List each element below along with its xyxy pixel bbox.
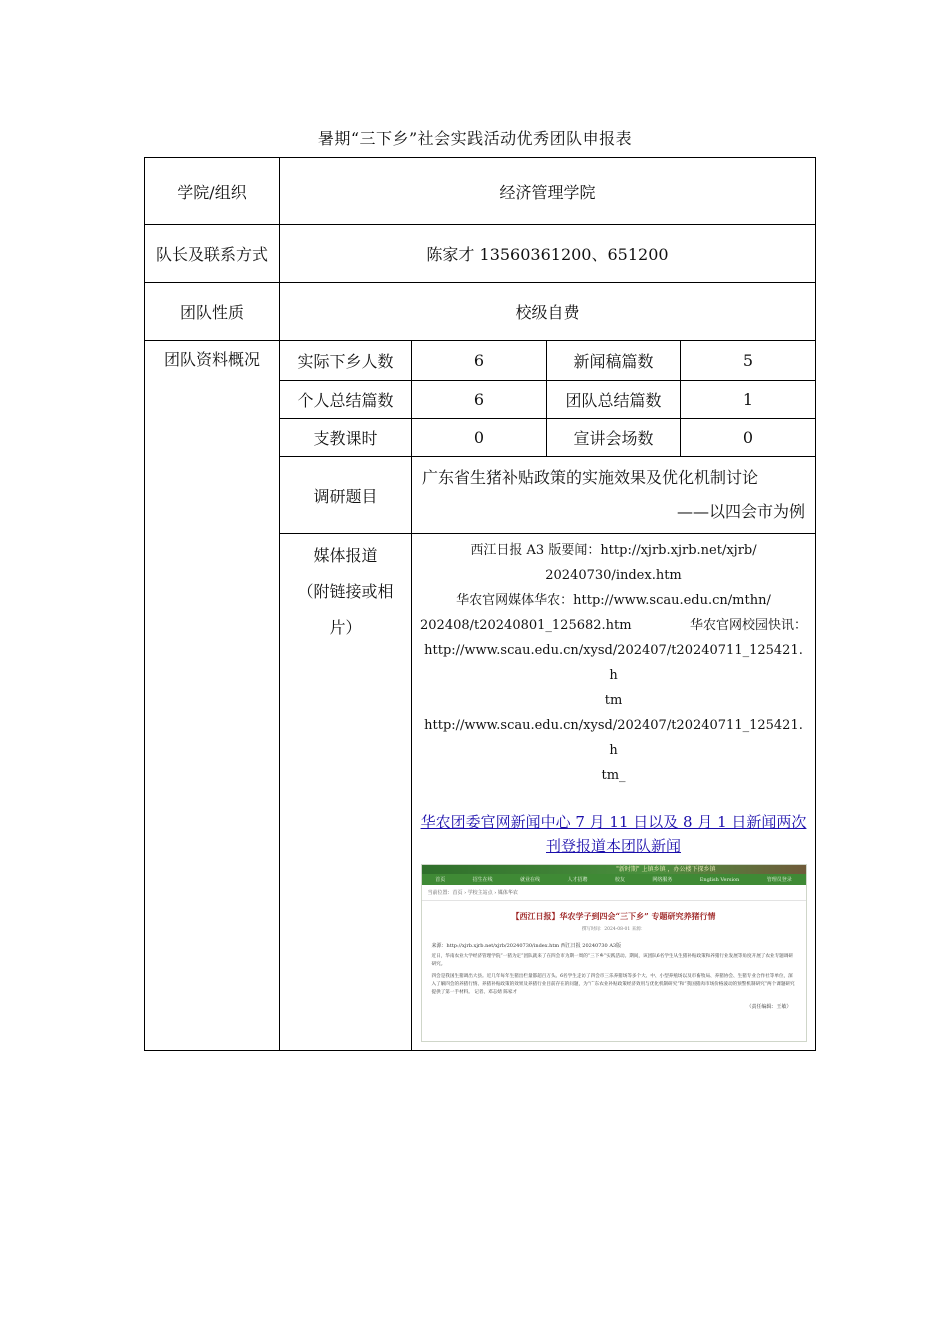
screenshot-headline: 【西江日报】华农学子到四会“三下乡” 专题研究养猪行情 xyxy=(511,911,716,921)
xjrb-url-line-2[interactable]: 20240730/index.htm xyxy=(545,568,682,583)
screenshot-nav-item: 校友 xyxy=(614,877,625,883)
teaching-hours-value: 0 xyxy=(412,419,547,457)
media-label-line-2: （附链接或相 xyxy=(297,582,394,601)
scau-xysd-url-1-line-2[interactable]: tm xyxy=(604,693,623,708)
captain-value: 陈家才 13560361200、651200 xyxy=(280,225,816,283)
scau-xysd-url-1-line-1[interactable]: http://www.scau.edu.cn/xysd/202407/t20240711_125421.h xyxy=(424,643,803,683)
nature-value: 校级自费 xyxy=(280,283,816,341)
nature-label: 团队性质 xyxy=(145,283,280,341)
nature-row xyxy=(145,283,816,341)
scau-xysd-url-2-line-1[interactable]: http://www.scau.edu.cn/xysd/202407/t20240711_125421.h xyxy=(424,718,803,758)
scau-xysd-url-2-line-2[interactable]: tm_ xyxy=(601,768,626,783)
media-label-line-3: 片） xyxy=(329,618,362,637)
topic-line-2: ——以四会市为例 xyxy=(677,502,806,521)
screenshot-paragraph-1: 近日，华南农业大学经济管理学院“一猪为定”团队就来了在四会市为期一周的“三下乡”实践活动。期间，该团队6名学生从生猪补贴政策和养猪行业发展等角度开展了农业专题调研研究。 xyxy=(431,954,793,967)
application-form-table xyxy=(144,157,816,1051)
teaching-hours-label: 支教课时 xyxy=(280,419,412,457)
media-url-list xyxy=(420,538,807,788)
screenshot-breadcrumb: 当前位置：首页 › 学校主站点 › 媒体华农 xyxy=(422,885,806,901)
scau-mthn-url-tail[interactable]: 202408/t20240801_125682.htm xyxy=(420,618,632,633)
screenshot-nav-item: 人才招聘 xyxy=(567,877,588,883)
screenshot-nav-item: 首页 xyxy=(435,877,446,883)
topic-value xyxy=(412,457,816,534)
personal-summary-value: 6 xyxy=(412,381,547,419)
overview-label: 团队资料概况 xyxy=(145,341,280,1051)
screenshot-nav-item: 管理员登录 xyxy=(766,877,792,883)
page-title: 暑期“三下乡”社会实践活动优秀团队申报表 xyxy=(317,129,633,148)
screenshot-source: 来源：http://xjrb.xjrb.net/xjrb/20240730/index.htm 西江日报 20240730 A3版 xyxy=(431,943,622,949)
stats-row-1 xyxy=(145,341,816,381)
lecture-count-label: 宣讲会场数 xyxy=(547,419,681,457)
screenshot-nav-bar xyxy=(422,874,806,885)
news-count-value: 5 xyxy=(681,341,816,381)
scau-mthn-url-line-1[interactable]: 华农官网媒体华农：http://www.scau.edu.cn/mthn/ xyxy=(456,593,771,608)
media-content xyxy=(412,534,816,1051)
news-webpage-screenshot xyxy=(421,864,807,1042)
topic-line-1: 广东省生猪补贴政策的实施效果及优化机制讨论 xyxy=(422,468,759,487)
captain-label: 队长及联系方式 xyxy=(145,225,280,283)
news-count-label: 新闻稿篇数 xyxy=(547,341,681,381)
lecture-count-value: 0 xyxy=(681,419,816,457)
team-summary-value: 1 xyxy=(681,381,816,419)
people-label: 实际下乡人数 xyxy=(280,341,412,381)
media-label-line-1: 媒体报道 xyxy=(313,546,378,565)
screenshot-nav-item: English Version xyxy=(699,876,740,883)
screenshot-nav-item: 就业在线 xyxy=(520,877,541,883)
screenshot-banner-text: "新时期" 上镇乡镇 ，办公楼下探乡镇 xyxy=(616,866,716,873)
screenshot-meta: 撰写时间：2024-08-01 来源： xyxy=(581,927,646,932)
college-value: 经济管理学院 xyxy=(280,158,816,225)
screenshot-editor: （责任编辑：王敏） xyxy=(746,1004,792,1010)
scau-mthn-url-line-2 xyxy=(420,613,807,638)
topic-label: 调研题目 xyxy=(280,457,412,534)
personal-summary-label: 个人总结篇数 xyxy=(280,381,412,419)
people-value: 6 xyxy=(412,341,547,381)
campus-news-label: 华农官网校园快讯： xyxy=(690,618,808,633)
college-row xyxy=(145,158,816,225)
team-summary-label: 团队总结篇数 xyxy=(547,381,681,419)
screenshot-paragraph-2: 四会是我国生猪调出大县。近几年每年生猪出栏量都超百万头。6名学生走访了四会市三乐养猪场等多个大、中、小型养殖场以及市畜牧局、养猪协会、生猪专业合作社等单位，深入了解四会的养猪行情、养猪补贴政策的效果及养猪行业目前存在的问题，为“广东农业补贴政策经济效用与优化机制研究”和“我国猪肉市场价格波动的预警机制研究”两个课题研究提供了第一手材料。 记者、邓志婧 陈家才 xyxy=(431,974,795,995)
college-label: 学院/组织 xyxy=(145,158,280,225)
league-news-link[interactable]: 华农团委官网新闻中心 7 月 11 日以及 8 月 1 日新闻两次刊登报道本团队新闻 xyxy=(420,813,807,855)
screenshot-nav-item: 招生在线 xyxy=(472,877,493,883)
xjrb-url-line-1[interactable]: 西江日报 A3 版要闻：http://xjrb.xjrb.net/xjrb/ xyxy=(470,543,757,558)
media-label xyxy=(280,534,412,1051)
captain-row xyxy=(145,225,816,283)
screenshot-nav-item: 网络服务 xyxy=(652,877,673,883)
screenshot-banner xyxy=(422,865,806,874)
